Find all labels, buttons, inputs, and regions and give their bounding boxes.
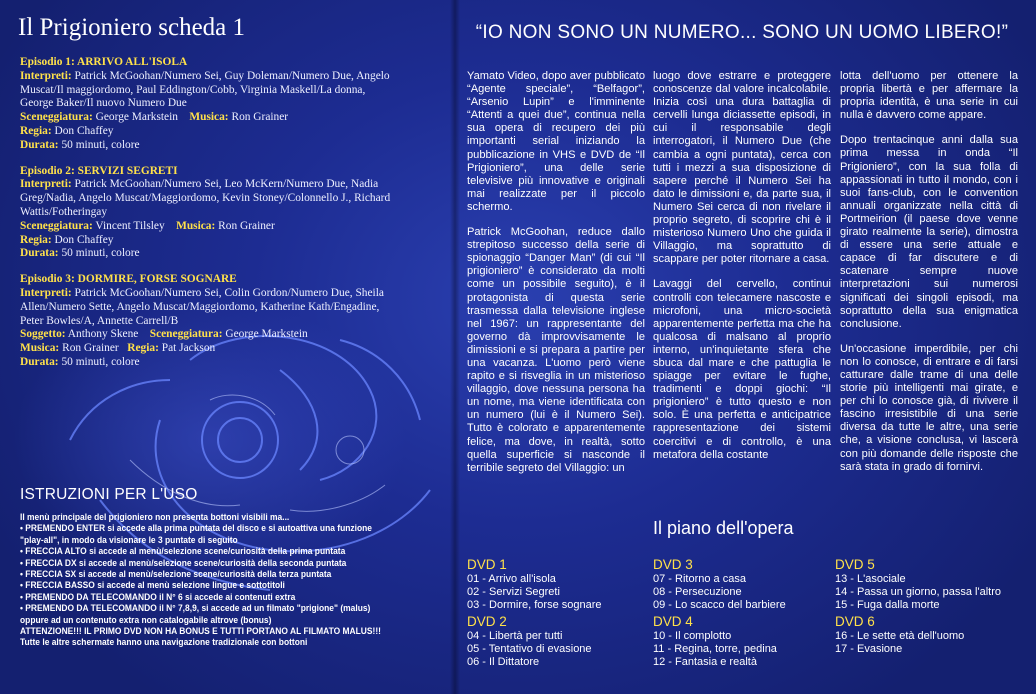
paragraph: Yamato Video, dopo aver pubblicato “Agente speciale”, “Belfagor”, “Arsenio Lupin” e l'imminente “Attenti a quei due”, continua nella sua opera di recupero dei più importanti serial iniziando la pubblicazione in VHS e DVD de “Il Prigioniero”, una delle serie televisive più innovative e originali mai realizzate per il piccolo schermo.	[467, 70, 645, 213]
instructions-title: ISTRUZIONI PER L'USO	[20, 486, 198, 503]
dvd-6-list	[835, 614, 964, 656]
episode-heading: Episodio 1: ARRIVO ALL'ISOLA	[20, 56, 188, 68]
dvd-episode: 04 - Libertà per tutti	[467, 630, 563, 642]
instruction-line: • PREMENDO ENTER si accede alla prima puntata del disco e si autoattiva una funzione	[20, 523, 372, 535]
episode-credits: Sceneggiatura: George Markstein Musica: Ron Grainer	[20, 111, 289, 124]
dvd-title: DVD 1	[467, 557, 507, 572]
episode-cast: Interpreti: Patrick McGoohan/Numero Sei, Colin Gordon/Numero Due, Sheila Allen/Numero Sette, Angelo Muscat/Maggiordomo, Katherine Kath/Engadine, Peter Bowles/A, Annette Carrell/B	[20, 286, 384, 327]
paragraph: lotta dell'uomo per ottenere la propria libertà e per affermare la propria identità, è una serie in cui nulla è davvero come appare.	[840, 70, 1018, 122]
dvd-episode: 16 - Le sette età dell'uomo	[835, 630, 965, 642]
dvd-title: DVD 6	[835, 614, 875, 629]
instruction-line: Il menù principale del prigioniero non presenta bottoni visibili ma...	[20, 512, 290, 523]
quote-heading: “IO NON SONO UN NUMERO... SONO UN UOMO LIBERO!”	[475, 22, 1009, 43]
dvd-episode: 13 - L'asociale	[835, 573, 906, 585]
dvd-episode: 09 - Lo scacco del barbiere	[653, 599, 786, 611]
dvd-episode: 12 - Fantasia e realtà	[653, 656, 757, 668]
text-column-3	[840, 70, 1018, 486]
episode-cast: Interpreti: Patrick McGoohan/Numero Sei, Leo McKern/Numero Due, Nadia Greg/Nadia, Angelo Muscat/Maggiordomo, Kevin Stoney/Colonnello J., Richard Wattis/Fotheringay	[20, 178, 391, 218]
instruction-line: Tutte le altre schermate hanno una navigazione tradizionale con bottoni	[20, 637, 308, 649]
episode-credits: Soggetto: Anthony Skene Sceneggiatura: George Markstein	[20, 328, 308, 341]
dvd-episode: 15 - Fuga dalla morte	[835, 599, 940, 611]
instruction-line: • FRECCIA DX si accede al menù/selezione scene/curiosità della seconda puntata	[20, 557, 347, 569]
dvd-episode: 17 - Evasione	[835, 643, 903, 655]
instruction-line: • PREMENDO DA TELECOMANDO il N° 6 si accede ai contenuti extra	[20, 591, 296, 603]
page-title: Il Prigioniero scheda 1	[18, 14, 246, 41]
dvd-episode: 11 - Regina, torre, pedina	[653, 643, 777, 655]
episode-credits: Sceneggiatura: Vincent Tilsley Musica: Ron Grainer	[20, 219, 275, 232]
episode-director: Regia: Don Chaffey	[20, 124, 114, 137]
dvd-5-list	[835, 557, 1001, 612]
instructions-text	[20, 512, 441, 649]
series-plan-title: Il piano dell'opera	[653, 518, 794, 538]
dvd-4-list	[653, 614, 777, 669]
instruction-line: "play-all", in modo da visionare le 3 puntate di seguito	[20, 534, 238, 546]
episode-director: Regia: Don Chaffey	[20, 233, 114, 246]
dvd-title: DVD 2	[467, 614, 507, 629]
dvd-episode: 02 - Servizi Segreti	[467, 586, 560, 598]
dvd-episode: 07 - Ritorno a casa	[653, 573, 746, 585]
paragraph: Lavaggi del cervello, continui controlli con telecamere nascoste e microfoni, una micro-società apparentemente perfetta ma che ha qualcosa di malsano al proprio interno, un'inquietante sfera che sbuca dal mare e che pattuglia le spiagge per evitare le fughe, tradimenti e doppi giochi: “Il prigioniero” è tutto questo e non solo. È una perfetta e anticipatrice rappresentazione dei sistemi coercitivi e di controllo, è una metafora della costante	[653, 278, 831, 461]
dvd-episode: 14 - Passa un giorno, passa l'altro	[835, 586, 1001, 598]
episode-heading: Episodio 3: DORMIRE, FORSE SOGNARE	[20, 273, 237, 286]
episodes-list	[20, 56, 400, 382]
dvd-title: DVD 5	[835, 557, 875, 572]
dvd-3-list	[653, 557, 786, 612]
paragraph: Dopo trentacinque anni dalla sua prima messa in onda “Il Prigioniero”, con la sua folla di appassionati in tutto il mondo, con i suoi fans-club, con le convention annuali organizzate nella città di Portmeirion (il paese dove venne girato realmente la serie), dimostra di essere una serie attuale e capace di far discutere e di scatenare sempre nuove interpretazioni sui numerosi significati dei singoli episodi, ma soprattutto della sua enigmatica conclusione.	[840, 134, 1018, 330]
episode-1	[20, 56, 400, 153]
instruction-line: • FRECCIA ALTO si accede al menù/selezione scene/curiosità della prima puntata	[20, 546, 346, 558]
episode-music-director: Musica: Ron Grainer Regia: Pat Jackson	[20, 342, 216, 355]
text-column-2	[653, 70, 831, 474]
episode-duration: Durata: 50 minuti, colore	[20, 138, 140, 151]
dvd-episode: 08 - Persecuzione	[653, 586, 742, 598]
instruction-line: • FRECCIA SX si accede al menù/selezione scene/curiosità della terza puntata	[20, 569, 332, 581]
dvd-episode: 10 - Il complotto	[653, 630, 732, 642]
dvd-episode: 03 - Dormire, forse sognare	[467, 599, 602, 611]
dvd-title: DVD 3	[653, 557, 693, 572]
instruction-line: oppure ad un contenuto extra non catalogabile altrove (bonus)	[20, 614, 272, 626]
dvd-1-list	[467, 557, 602, 612]
dvd-title: DVD 4	[653, 614, 693, 629]
text-column-1	[467, 70, 645, 487]
paragraph: Un'occasione imperdibile, per chi non lo conosce, di entrare e di farsi catturare dalle trame di una delle storie più intelligenti mai girate, e per chi lo conosce già, di rivivere il fascino irresistibile di una serie diversa da tutte le altre, una serie che, a visione conclusa, vi lascerà con più domande delle risposte che sarà stata in grado di fornirvi.	[840, 342, 1018, 473]
episode-cast: Interpreti: Patrick McGoohan/Numero Sei, Guy Doleman/Numero Due, Angelo Muscat/Il maggiordomo, Paul Eddington/Cobb, Virginia Maskell/La donna, George Baker/Il nuovo Numero Due	[20, 69, 390, 110]
instruction-line: • FRECCIA BASSO si accede al menù selezione lingue e sottotitoli	[20, 580, 285, 592]
episode-duration: Durata: 50 minuti, colore	[20, 355, 140, 368]
dvd-episode: 05 - Tentativo di evasione	[467, 643, 592, 655]
episode-2	[20, 165, 400, 262]
paragraph: luogo dove estrarre e proteggere conoscenze dal valore incalcolabile. Inizia così una dura battaglia di cervelli lunga diciassette episodi, in cui il responsabile degli interrogatori, il Numero Due (che cambia a ogni puntata), cerca con tutti i mezzi a sua disposizione di sapere perché il Numero Sei ha dato le dimissioni e, da parte sua, il Numero Sei cerca di non rivelare il proprio segreto, di scoprire chi è il misterioso Numero Uno che guida il Villaggio, ma soprattutto di scappare per poter ritornare a casa.	[653, 70, 831, 266]
dvd-2-list	[467, 614, 592, 669]
dvd-episode: 06 - Il Dittatore	[467, 656, 540, 668]
episode-heading: Episodio 2: SERVIZI SEGRETI	[20, 164, 178, 177]
instruction-line: ATTENZIONE!!! IL PRIMO DVD NON HA BONUS E TUTTI PORTANO AL FILMATO MALUS!!!	[20, 626, 381, 638]
episode-3	[20, 273, 400, 370]
episode-duration: Durata: 50 minuti, colore	[20, 247, 140, 260]
dvd-episode: 01 - Arrivo all'isola	[467, 573, 556, 585]
paragraph: Patrick McGoohan, reduce dallo strepitoso successo della serie di spionaggio “Danger Man” (di cui “Il prigioniero” è considerato da molti come un possibile seguito), è il protagonista di questa serie trasmessa dalla televisione inglese nel 1967: un rappresentante del governo dà improvvisamente le dimissioni e si prepara a partire per una vacanza. L'uomo però viene rapito e si risveglia in un misterioso villaggio, dove nessuna persona ha un nome, ma viene identificata con un numero (lui è il Numero Sei). Tutto è colorato e apparentemente felice, ma dove, in realtà, sotto quella superficie si nasconde il terribile segreto del Villaggio: un	[467, 226, 645, 474]
instruction-line: • PREMENDO DA TELECOMANDO il N° 7,8,9, si accede ad un filmato "prigione" (malus)	[20, 603, 371, 615]
